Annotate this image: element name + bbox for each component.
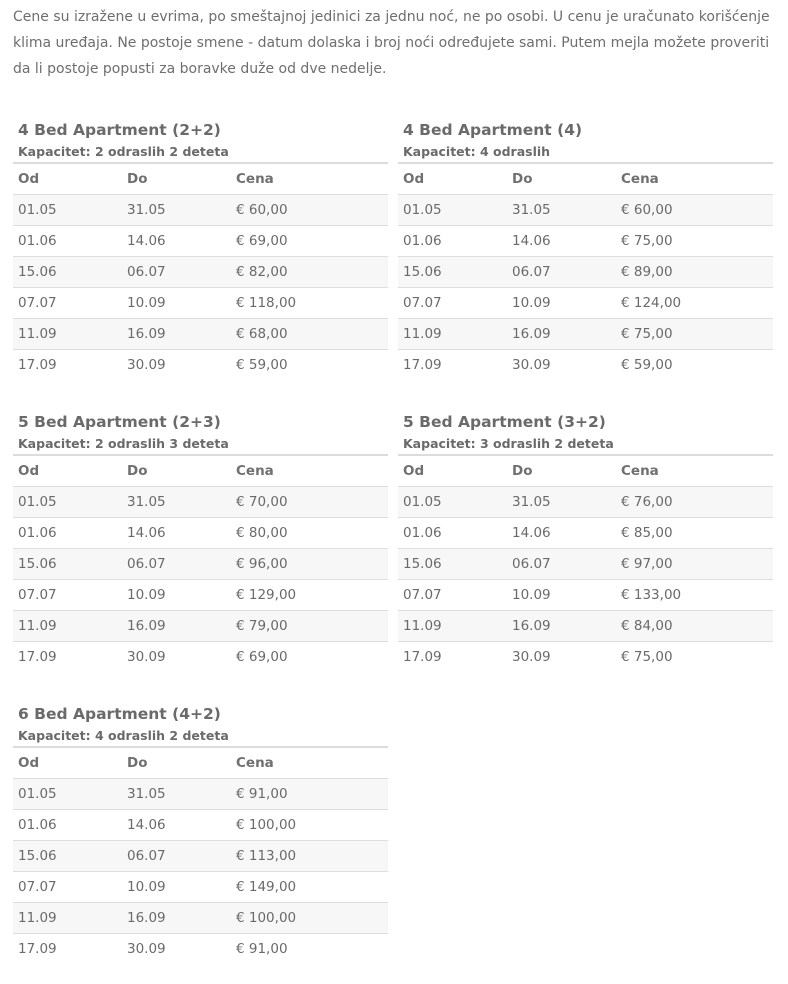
cell-to: 31.05	[122, 195, 231, 226]
table-row	[13, 934, 388, 965]
cell-price: € 59,00	[616, 350, 773, 381]
cell-from: 01.05	[398, 195, 507, 226]
apartment-block	[13, 118, 388, 380]
cell-to: 06.07	[122, 549, 231, 580]
cell-price: € 75,00	[616, 642, 773, 673]
cell-from: 01.06	[398, 518, 507, 549]
table-row	[13, 580, 388, 611]
cell-from: 17.09	[13, 350, 122, 381]
price-table-header	[13, 163, 388, 195]
cell-from: 11.09	[398, 319, 507, 350]
cell-to: 06.07	[122, 257, 231, 288]
cell-price: € 96,00	[231, 549, 388, 580]
cell-price: € 76,00	[616, 487, 773, 518]
cell-from: 11.09	[398, 611, 507, 642]
cell-price: € 97,00	[616, 549, 773, 580]
table-row	[13, 350, 388, 381]
cell-to: 10.09	[122, 580, 231, 611]
cell-from: 01.06	[13, 810, 122, 841]
apartment-title: 4 Bed Apartment (2+2)	[18, 121, 221, 139]
cell-to: 31.05	[507, 195, 616, 226]
cell-from: 07.07	[13, 288, 122, 319]
table-row	[13, 226, 388, 257]
cell-price: € 100,00	[231, 810, 388, 841]
cell-from: 07.07	[398, 580, 507, 611]
cell-price: € 60,00	[231, 195, 388, 226]
cell-from: 17.09	[13, 934, 122, 965]
cell-from: 11.09	[13, 611, 122, 642]
cell-price: € 149,00	[231, 872, 388, 903]
table-row	[13, 319, 388, 350]
cell-to: 31.05	[122, 487, 231, 518]
apartment-title: 6 Bed Apartment (4+2)	[18, 705, 221, 723]
cell-from: 11.09	[13, 903, 122, 934]
cell-from: 01.06	[13, 518, 122, 549]
cell-price: € 82,00	[231, 257, 388, 288]
cell-price: € 91,00	[231, 779, 388, 810]
cell-price: € 68,00	[231, 319, 388, 350]
table-row	[398, 642, 773, 673]
cell-to: 10.09	[507, 288, 616, 319]
cell-price: € 84,00	[616, 611, 773, 642]
table-row	[398, 350, 773, 381]
table-row	[13, 810, 388, 841]
cell-price: € 59,00	[231, 350, 388, 381]
cell-from: 01.06	[13, 226, 122, 257]
cell-from: 15.06	[398, 549, 507, 580]
cell-from: 07.07	[398, 288, 507, 319]
table-row	[13, 288, 388, 319]
price-table-header	[398, 455, 773, 487]
header-from: Od	[398, 163, 507, 195]
cell-to: 30.09	[507, 350, 616, 381]
cell-to: 10.09	[122, 872, 231, 903]
table-row	[398, 487, 773, 518]
price-table-header	[13, 747, 388, 779]
apartment-block	[13, 702, 388, 964]
table-row	[13, 195, 388, 226]
apartment-capacity: Kapacitet: 4 odraslih 2 deteta	[18, 728, 229, 743]
header-to: Do	[122, 163, 231, 195]
cell-to: 14.06	[507, 226, 616, 257]
price-table	[398, 162, 773, 380]
table-row	[398, 195, 773, 226]
cell-price: € 129,00	[231, 580, 388, 611]
table-row	[13, 518, 388, 549]
cell-to: 30.09	[507, 642, 616, 673]
table-row	[13, 903, 388, 934]
cell-to: 16.09	[122, 319, 231, 350]
cell-from: 01.05	[398, 487, 507, 518]
header-price: Cena	[616, 455, 773, 487]
cell-to: 30.09	[122, 934, 231, 965]
header-to: Do	[507, 163, 616, 195]
cell-to: 30.09	[122, 350, 231, 381]
cell-to: 16.09	[122, 611, 231, 642]
cell-price: € 91,00	[231, 934, 388, 965]
table-row	[398, 580, 773, 611]
cell-price: € 133,00	[616, 580, 773, 611]
cell-from: 01.05	[13, 779, 122, 810]
header-price: Cena	[616, 163, 773, 195]
cell-from: 17.09	[398, 642, 507, 673]
cell-from: 17.09	[13, 642, 122, 673]
cell-from: 15.06	[398, 257, 507, 288]
header-price: Cena	[231, 747, 388, 779]
cell-from: 11.09	[13, 319, 122, 350]
table-row	[13, 549, 388, 580]
cell-to: 06.07	[507, 549, 616, 580]
price-table	[13, 162, 388, 380]
cell-price: € 80,00	[231, 518, 388, 549]
cell-to: 14.06	[122, 226, 231, 257]
cell-to: 06.07	[122, 841, 231, 872]
cell-to: 10.09	[507, 580, 616, 611]
cell-price: € 75,00	[616, 226, 773, 257]
cell-from: 15.06	[13, 841, 122, 872]
cell-to: 14.06	[122, 810, 231, 841]
cell-price: € 75,00	[616, 319, 773, 350]
header-price: Cena	[231, 455, 388, 487]
cell-from: 01.06	[398, 226, 507, 257]
cell-to: 06.07	[507, 257, 616, 288]
table-row	[398, 611, 773, 642]
cell-price: € 70,00	[231, 487, 388, 518]
cell-price: € 113,00	[231, 841, 388, 872]
header-from: Od	[13, 747, 122, 779]
apartment-title: 5 Bed Apartment (3+2)	[403, 413, 606, 431]
table-row	[13, 487, 388, 518]
cell-to: 30.09	[122, 642, 231, 673]
apartment-capacity: Kapacitet: 2 odraslih 3 deteta	[18, 436, 229, 451]
cell-price: € 85,00	[616, 518, 773, 549]
header-from: Od	[398, 455, 507, 487]
cell-price: € 69,00	[231, 226, 388, 257]
cell-to: 14.06	[122, 518, 231, 549]
table-row	[398, 288, 773, 319]
header-to: Do	[507, 455, 616, 487]
table-row	[398, 518, 773, 549]
apartment-capacity: Kapacitet: 2 odraslih 2 deteta	[18, 144, 229, 159]
header-price: Cena	[231, 163, 388, 195]
table-row	[13, 611, 388, 642]
cell-price: € 100,00	[231, 903, 388, 934]
cell-to: 16.09	[507, 611, 616, 642]
cell-from: 01.05	[13, 487, 122, 518]
cell-to: 10.09	[122, 288, 231, 319]
price-table-header	[13, 455, 388, 487]
table-row	[13, 779, 388, 810]
cell-from: 01.05	[13, 195, 122, 226]
cell-price: € 118,00	[231, 288, 388, 319]
table-row	[398, 257, 773, 288]
apartment-capacity: Kapacitet: 3 odraslih 2 deteta	[403, 436, 614, 451]
price-table-header	[398, 163, 773, 195]
cell-to: 16.09	[507, 319, 616, 350]
table-row	[398, 226, 773, 257]
cell-price: € 124,00	[616, 288, 773, 319]
table-row	[398, 319, 773, 350]
cell-to: 14.06	[507, 518, 616, 549]
apartment-block	[13, 410, 388, 672]
cell-to: 31.05	[122, 779, 231, 810]
table-row	[398, 549, 773, 580]
apartment-block	[398, 410, 773, 672]
cell-price: € 60,00	[616, 195, 773, 226]
price-table	[13, 746, 388, 964]
cell-to: 16.09	[122, 903, 231, 934]
cell-price: € 89,00	[616, 257, 773, 288]
apartment-title: 4 Bed Apartment (4)	[403, 121, 583, 139]
cell-price: € 79,00	[231, 611, 388, 642]
table-row	[13, 257, 388, 288]
price-table	[398, 454, 773, 672]
header-from: Od	[13, 163, 122, 195]
price-table	[13, 454, 388, 672]
cell-from: 15.06	[13, 257, 122, 288]
header-from: Od	[13, 455, 122, 487]
cell-from: 07.07	[13, 580, 122, 611]
apartment-capacity: Kapacitet: 4 odraslih	[403, 144, 551, 159]
apartment-title: 5 Bed Apartment (2+3)	[18, 413, 221, 431]
pricing-intro-text: Cene su izražene u evrima, po smeštajnoj jedinici za jednu noć, ne po osobi. U cenu je uračunato korišćenje klima uređaja. Ne postoje smene - datum dolaska i broj noći određujete sami. Putem mejla možete proveriti da li postoje popusti za boravke duže od dve nedelje.	[13, 9, 770, 77]
apartment-block	[398, 118, 773, 380]
cell-to: 31.05	[507, 487, 616, 518]
table-row	[13, 841, 388, 872]
cell-from: 07.07	[13, 872, 122, 903]
header-to: Do	[122, 747, 231, 779]
cell-price: € 69,00	[231, 642, 388, 673]
cell-from: 15.06	[13, 549, 122, 580]
header-to: Do	[122, 455, 231, 487]
table-row	[13, 872, 388, 903]
cell-from: 17.09	[398, 350, 507, 381]
table-row	[13, 642, 388, 673]
